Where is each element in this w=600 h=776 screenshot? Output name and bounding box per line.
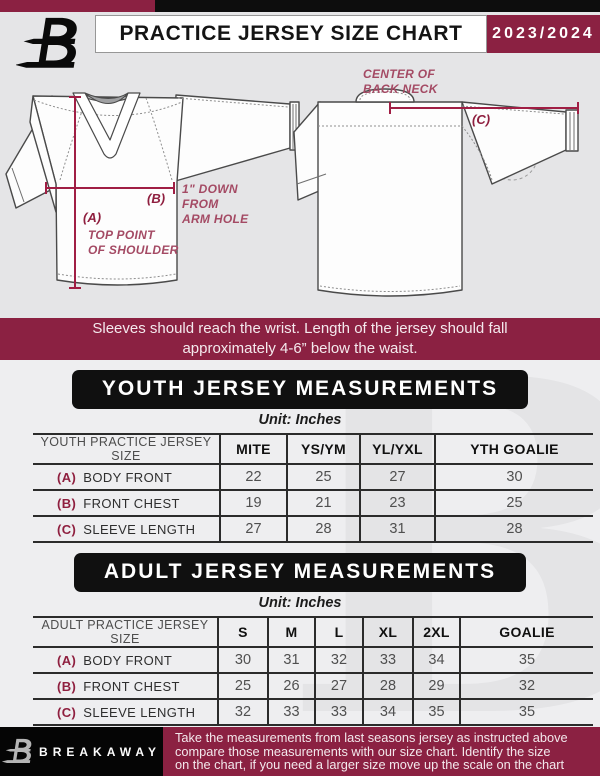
row-tag: (C)	[57, 521, 77, 537]
youth-section	[0, 360, 600, 543]
row-tag: (B)	[57, 678, 77, 694]
youth-header-row	[33, 434, 593, 464]
annotation-b-tag: (B)	[147, 191, 166, 206]
adult-section-title: ADULT JERSEY MEASUREMENTS	[74, 553, 526, 592]
cell-value: 27	[360, 464, 435, 490]
season-label: 2023/2024	[492, 25, 595, 42]
cell-value: 25	[287, 464, 360, 490]
cell-value: 26	[268, 673, 315, 699]
table-row	[33, 673, 593, 699]
fit-notice-text: Sleeves should reach the wrist. Length of the jersey should fall approximately 4-6” below the waist.	[92, 320, 508, 357]
col-header-ylyxl: YL/YXL	[360, 434, 435, 464]
page-title: PRACTICE JERSEY SIZE CHART	[119, 22, 463, 45]
cell-value: 33	[363, 647, 413, 673]
cell-value: 25	[218, 673, 268, 699]
col-header-2xl: 2XL	[413, 617, 460, 647]
youth-unit-label: Unit: Inches	[258, 412, 342, 428]
strip-black	[155, 0, 600, 12]
col-header-ysym: YS/YM	[287, 434, 360, 464]
cell-value: 27	[315, 673, 363, 699]
youth-section-title: YOUTH JERSEY MEASUREMENTS	[72, 370, 528, 409]
col-header-yth-goalie: YTH GOALIE	[435, 434, 593, 464]
row-label: SLEEVE LENGTH	[83, 521, 196, 537]
cell-value: 31	[360, 516, 435, 542]
table-row	[33, 699, 593, 725]
table-row	[33, 516, 593, 542]
cell-value: 34	[363, 699, 413, 725]
cell-value: 33	[268, 699, 315, 725]
col-header-xl: XL	[363, 617, 413, 647]
table-row	[33, 464, 593, 490]
col-header-m: M	[268, 617, 315, 647]
adult-size-table	[33, 616, 593, 726]
cell-value: 28	[435, 516, 593, 542]
season-badge	[487, 15, 600, 53]
cell-value: 31	[268, 647, 315, 673]
breakaway-b-logo-icon	[2, 738, 32, 766]
top-accent-strip	[0, 0, 600, 12]
col-header-goalie: GOALIE	[460, 617, 593, 647]
row-tag: (A)	[57, 469, 77, 485]
cell-value: 35	[460, 699, 593, 725]
footer-instruction-line: Take the measurements from last seasons jersey as instructed above	[175, 729, 568, 745]
col-header-s: S	[218, 617, 268, 647]
footer	[0, 727, 600, 776]
row-label: SLEEVE LENGTH	[83, 704, 196, 720]
row-tag: (C)	[57, 704, 77, 720]
row-label: BODY FRONT	[83, 469, 173, 485]
col-header-mite: MITE	[220, 434, 287, 464]
cell-value: 34	[413, 647, 460, 673]
strip-maroon	[0, 0, 155, 12]
footer-instruction-line: compare those measurements with our size chart. Identify the size	[175, 743, 551, 759]
fit-notice-banner	[0, 318, 600, 360]
adult-unit-label: Unit: Inches	[258, 595, 342, 611]
col-header-l: L	[315, 617, 363, 647]
cell-value: 22	[220, 464, 287, 490]
row-label: FRONT CHEST	[83, 495, 180, 511]
adult-section	[0, 543, 600, 726]
jersey-diagrams	[0, 62, 600, 318]
row-tag: (B)	[57, 495, 77, 511]
adult-header-row	[33, 617, 593, 647]
adult-size-col-header: ADULT PRACTICE JERSEY SIZE	[33, 617, 218, 647]
footer-instructions	[163, 727, 600, 776]
youth-size-col-header: YOUTH PRACTICE JERSEY SIZE	[33, 434, 220, 464]
cell-value: 32	[460, 673, 593, 699]
cell-value: 35	[413, 699, 460, 725]
cell-value: 23	[360, 490, 435, 516]
footer-brand-block	[0, 727, 163, 776]
annotation-b-caption: 1" DOWN FROM ARM HOLE	[182, 182, 249, 226]
cell-value: 30	[218, 647, 268, 673]
annotation-c-tag: (C)	[472, 112, 491, 127]
annotation-a-caption: TOP POINT OF SHOULDER	[88, 228, 179, 257]
row-tag: (A)	[57, 652, 77, 668]
row-label: FRONT CHEST	[83, 678, 180, 694]
cell-value: 28	[287, 516, 360, 542]
annotation-c-caption: CENTER OF BACK NECK	[363, 67, 438, 96]
cell-value: 32	[218, 699, 268, 725]
cell-value: 19	[220, 490, 287, 516]
annotation-a-tag: (A)	[83, 210, 102, 225]
cell-value: 35	[460, 647, 593, 673]
cell-value: 28	[363, 673, 413, 699]
cell-value: 21	[287, 490, 360, 516]
cell-value: 29	[413, 673, 460, 699]
table-row	[33, 647, 593, 673]
page-title-box	[95, 15, 487, 53]
youth-size-table	[33, 433, 593, 543]
cell-value: 27	[220, 516, 287, 542]
cell-value: 33	[315, 699, 363, 725]
footer-brand-name: BREAKAWAY	[39, 744, 161, 759]
cell-value: 25	[435, 490, 593, 516]
row-label: BODY FRONT	[83, 652, 173, 668]
hero-diagram-area	[0, 12, 600, 318]
footer-instruction-line: on the chart, if you need a larger size move up the scale on the chart	[175, 757, 565, 773]
cell-value: 32	[315, 647, 363, 673]
cell-value: 30	[435, 464, 593, 490]
table-row	[33, 490, 593, 516]
